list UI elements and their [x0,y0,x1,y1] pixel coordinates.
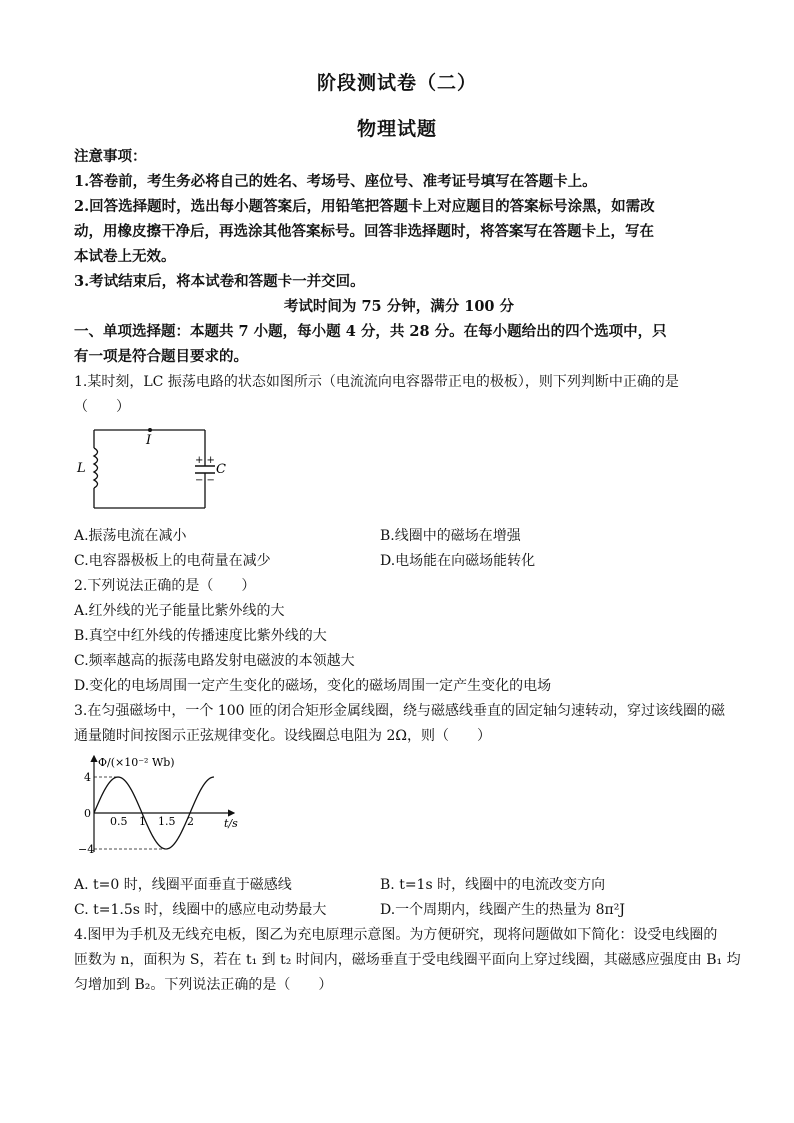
q1-option-a: A.振荡电流在减小 [74,528,187,544]
notice-heading: 注意事项： [74,148,147,165]
section-1-line-2: 有一项是符合题目要求的。 [74,348,248,365]
q3-stem-line-1: 3.在匀强磁场中，一个 100 匝的闭合矩形金属线圈，绕与磁感线垂直的固定轴匀速转动，穿过该线圈的磁 [74,703,725,719]
x-tick-label: 2 [187,815,194,828]
capacitor-plus-signs: + + [195,455,215,466]
notice-item-2-line-2: 动，用橡皮擦干净后，再选涂其他答案标号。回答非选择题时，将答案写在答题卡上，写在 [74,223,654,240]
q1-option-b: B.线圈中的磁场在增强 [380,528,521,544]
q3-stem-line-2: 通量随时间按图示正弦规律变化。设线圈总电阻为 2Ω，则（ ） [74,728,491,744]
x-tick-label: 0.5 [110,815,128,828]
page-subtitle: 物理试题 [356,118,437,140]
q2-option-d: D.变化的电场周围一定产生变化的磁场，变化的磁场周围一定产生变化的电场 [74,678,552,694]
inductor-coil [94,448,98,488]
q3-option-a: A. t=0 时，线圈平面垂直于磁感线 [74,877,292,893]
x-tick-label: 1.5 [158,815,176,828]
page-title: 阶段测试卷（二） [316,72,477,94]
notice-item-2-line-3: 本试卷上无效。 [74,248,176,265]
capacitor-minus-signs: − − [195,475,215,486]
y-tick-label: −4 [78,843,95,856]
section-1-line-1: 一、单项选择题：本题共 7 小题，每小题 4 分，共 28 分。在每小题给出的四个选项中，只 [74,323,667,340]
y-tick-label: 4 [84,771,91,784]
q4-stem-line-3: 匀增加到 B₂。下列说法正确的是（ ） [74,977,333,993]
notice-item-1: 1.答卷前，考生务必将自己的姓名、考场号、座位号、准考证号填写在答题卡上。 [74,173,597,190]
y-tick-label: 0 [84,807,91,820]
x-tick-label: 1 [139,815,146,828]
y-axis-label: Φ/(×10⁻² Wb) [98,756,175,769]
label-inductor-L: L [77,461,86,476]
q4-stem-line-1: 4.图甲为手机及无线充电板，图乙为充电原理示意图。为方便研究，现将问题做如下简化：设受电线圈的 [74,927,718,943]
q1-stem-line-2: （ ） [74,399,130,415]
label-capacitor-C: C [216,462,226,477]
q1-option-c: C.电容器极板上的电荷量在减少 [74,553,271,569]
notice-item-3: 3.考试结束后，将本试卷和答题卡一并交回。 [74,273,365,290]
q3-option-d: D.一个周期内，线圈产生的热量为 8π²J [380,902,625,918]
lc-circuit-diagram [74,420,234,520]
current-point [148,428,152,432]
q2-option-b: B.真空中红外线的传播速度比紫外线的大 [74,628,327,644]
flux-time-chart [74,752,254,862]
q2-option-a: A.红外线的光子能量比紫外线的大 [74,603,285,619]
exam-info: 考试时间为 75 分钟，满分 100 分 [283,298,515,315]
notice-item-2-line-1: 2.回答选择题时，选出每小题答案后，用铅笔把答题卡上对应题目的答案标号涂黑，如需改 [74,198,655,215]
x-axis-label: t/s [224,817,238,830]
q3-option-c: C. t=1.5s 时，线圈中的感应电动势最大 [74,902,327,918]
q2-stem: 2.下列说法正确的是（ ） [74,578,256,594]
q1-stem-line-1: 1.某时刻，LC 振荡电路的状态如图所示（电流流向电容器带正电的极板），则下列判断中正确的是 [74,374,679,390]
q1-option-d: D.电场能在向磁场能转化 [380,553,536,569]
q3-option-b: B. t=1s 时，线圈中的电流改变方向 [380,877,606,893]
label-current-I: I [146,433,152,448]
q2-option-c: C.频率越高的振荡电路发射电磁波的本领越大 [74,653,355,669]
q4-stem-line-2: 匝数为 n，面积为 S，若在 t₁ 到 t₂ 时间内，磁场垂直于受电线圈平面向上穿过线圈，其磁感应强度由 B₁ 均 [74,952,741,968]
